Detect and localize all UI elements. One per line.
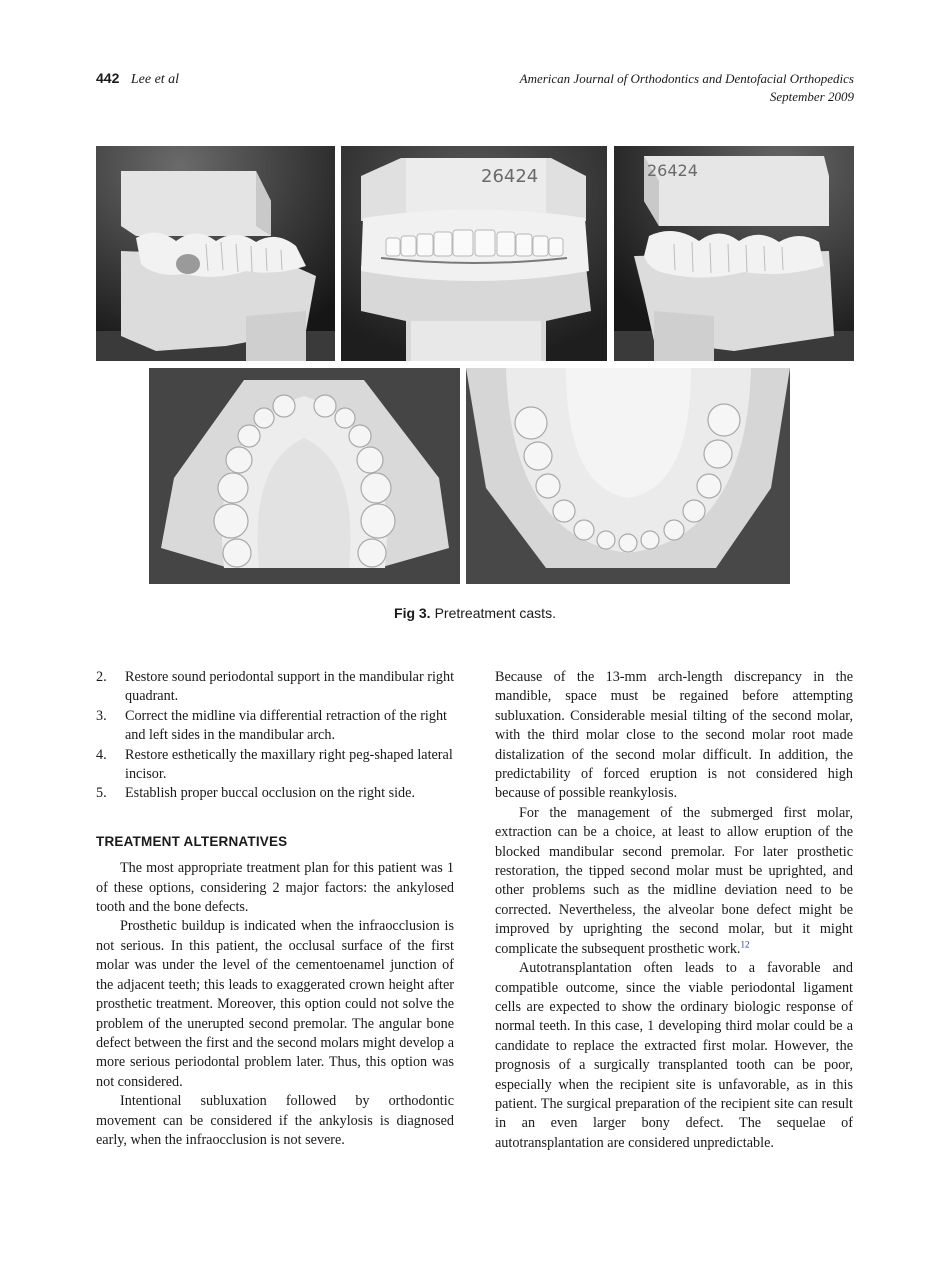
paragraph: The most appropriate treatment plan for this patient was 1 of these options, considering 2 major factors: the ankylosed tooth and the bone defects. [96, 860, 454, 916]
journal-title: American Journal of Orthodontics and Dentofacial Orthopedics [519, 71, 854, 86]
reference-link[interactable]: 12 [740, 938, 750, 949]
figure-caption-text: Pretreatment casts. [434, 605, 556, 621]
cast-photo-left-lateral [614, 146, 854, 361]
cast-photo-right-lateral [96, 146, 335, 361]
running-header-left [96, 70, 179, 88]
cast-photo-frontal [341, 146, 607, 361]
list-item: 3. Correct the midline via differential retraction of the right and left sides in the mandibular arch. [96, 707, 447, 744]
paragraph: Prosthetic buildup is indicated when the infraocclusion is not serious. In this patient, the occlusal surface of the first molar was under the level of the cementoenamel junction of the adjacent teeth; this leads to exaggerated crown height after prosthetic treatment. Moreover, this option could not solve the problem of the unerupted second premolar. The angular bone defect between the first and the second molars might develop a more serious periodontal problem later. Thus, this option was not considered. [96, 918, 454, 1090]
treatment-goals-list [96, 668, 454, 804]
issue-date: September 2009 [769, 89, 854, 104]
page-number: 442 [96, 70, 120, 86]
cast-photo-mandibular-occlusal [466, 368, 790, 584]
figure-label: Fig 3. [394, 605, 431, 621]
right-column [495, 668, 853, 1153]
list-item: 5. Establish proper buccal occlusion on the right side. [96, 785, 415, 802]
paragraph: Autotransplantation often leads to a favorable and compatible outcome, since the viable periodontal ligament cells are expected to show the ordinary biologic response of normal teeth. In this case, 1 developing third molar could be a candidate to replace the extracted first molar. However, the prognosis of a surgically transplanted tooth can be poor, especially when the recipient site is unfavorable, as in this patient. The surgical preparation of the recipient site can result in an even larger bony defect. The sequelae of autotransplantation are considered unpredictable. [495, 960, 853, 1151]
paragraph-with-reference [495, 804, 853, 959]
list-item: 2. Restore sound periodontal support in the mandibular right quadrant. [96, 669, 455, 705]
list-item: 4. Restore esthetically the maxillary right peg-shaped lateral incisor. [96, 746, 453, 783]
section-heading: TREATMENT ALTERNATIVES [96, 833, 288, 849]
paragraph: Because of the 13-mm arch-length discrepancy in the mandible, space must be regained before attempting subluxation. Considerable mesial tilting of the second molar, with the third molar close to the second molar root made distalization of the second molar difficult. In addition, the predictability of forced eruption is not considered high because of possible reankylosis. [495, 669, 853, 802]
figure-caption [0, 605, 950, 621]
left-column [96, 668, 454, 1150]
cast-number-left: 26424 [647, 161, 698, 180]
paragraph: Intentional subluxation followed by orthodontic movement can be considered if the ankylosis is diagnosed early, when the infraocclusion is not severe. [96, 1093, 454, 1148]
author-running-title: Lee et al [130, 72, 180, 87]
paragraph-text: For the management of the submerged first molar, extraction can be a choice, at least to allow eruption of the blocked mandibular second premolar. For later prosthetic restoration, the tipped second molar must be uprighted, and other problems such as the midline deviation need to be corrected. Nevertheless, the alveolar bone defect might be improved by uprighting the second molar, but it might complicate the subsequent prosthetic work. [495, 804, 853, 957]
cast-photo-maxillary-occlusal [149, 368, 460, 584]
running-header-right [520, 70, 854, 106]
cast-number-front: 26424 [481, 166, 539, 187]
